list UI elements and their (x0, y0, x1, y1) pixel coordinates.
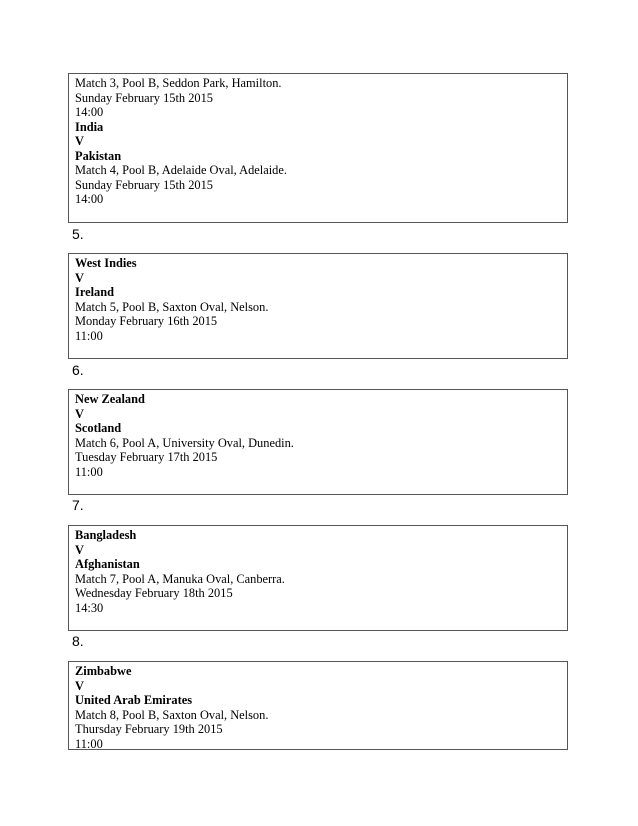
venue: Match 6, Pool A, University Oval, Dunedin. (75, 435, 294, 450)
team2: United Arab Emirates (75, 693, 193, 707)
date-match-3: Sunday February 15th 2015 (75, 90, 214, 105)
time-match-3: 14:00 (75, 105, 104, 119)
team1: Zimbabwe (75, 664, 132, 678)
venue-match-3: Match 3, Pool B, Seddon Park, Hamilton. (75, 76, 282, 90)
match-block-7 (68, 525, 568, 631)
match-time: 11:00 (75, 328, 103, 343)
team1: Bangladesh (75, 528, 137, 542)
match-number-6: 6. (72, 362, 84, 378)
team1: West Indies (75, 256, 137, 270)
match-block-8 (68, 661, 568, 750)
match-block-6 (68, 389, 568, 495)
match-time: 14:30 (75, 600, 104, 615)
match-block-5 (68, 253, 568, 359)
match-number-7: 7. (72, 497, 84, 513)
date-match-4: Sunday February 15th 2015 (75, 177, 214, 192)
match-date: Thursday February 19th 2015 (75, 722, 223, 736)
match-block-3-4 (68, 73, 568, 223)
venue: Match 8, Pool B, Saxton Oval, Nelson. (75, 707, 269, 722)
team2: Ireland (75, 285, 115, 299)
team2: Scotland (75, 421, 122, 435)
versus: V (75, 678, 84, 693)
versus: V (75, 270, 84, 285)
team2: Afghanistan (75, 557, 140, 571)
match-date: Wednesday February 18th 2015 (75, 586, 233, 600)
team1: New Zealand (75, 392, 145, 406)
time-match-4: 14:00 (75, 192, 104, 206)
versus: V (75, 406, 84, 421)
venue-match-4: Match 4, Pool B, Adelaide Oval, Adelaide. (75, 163, 287, 177)
team1-match-4: India (75, 119, 104, 134)
match-time: 11:00 (75, 736, 103, 751)
match-date: Tuesday February 17th 2015 (75, 450, 218, 464)
venue: Match 5, Pool B, Saxton Oval, Nelson. (75, 299, 269, 314)
match-time: 11:00 (75, 464, 103, 479)
versus-match-4: V (75, 134, 84, 148)
versus: V (75, 542, 84, 557)
venue: Match 7, Pool A, Manuka Oval, Canberra. (75, 571, 285, 586)
match-number-8: 8. (72, 633, 84, 649)
team2-match-4: Pakistan (75, 148, 122, 163)
match-number-5: 5. (72, 226, 84, 242)
match-date: Monday February 16th 2015 (75, 314, 218, 328)
